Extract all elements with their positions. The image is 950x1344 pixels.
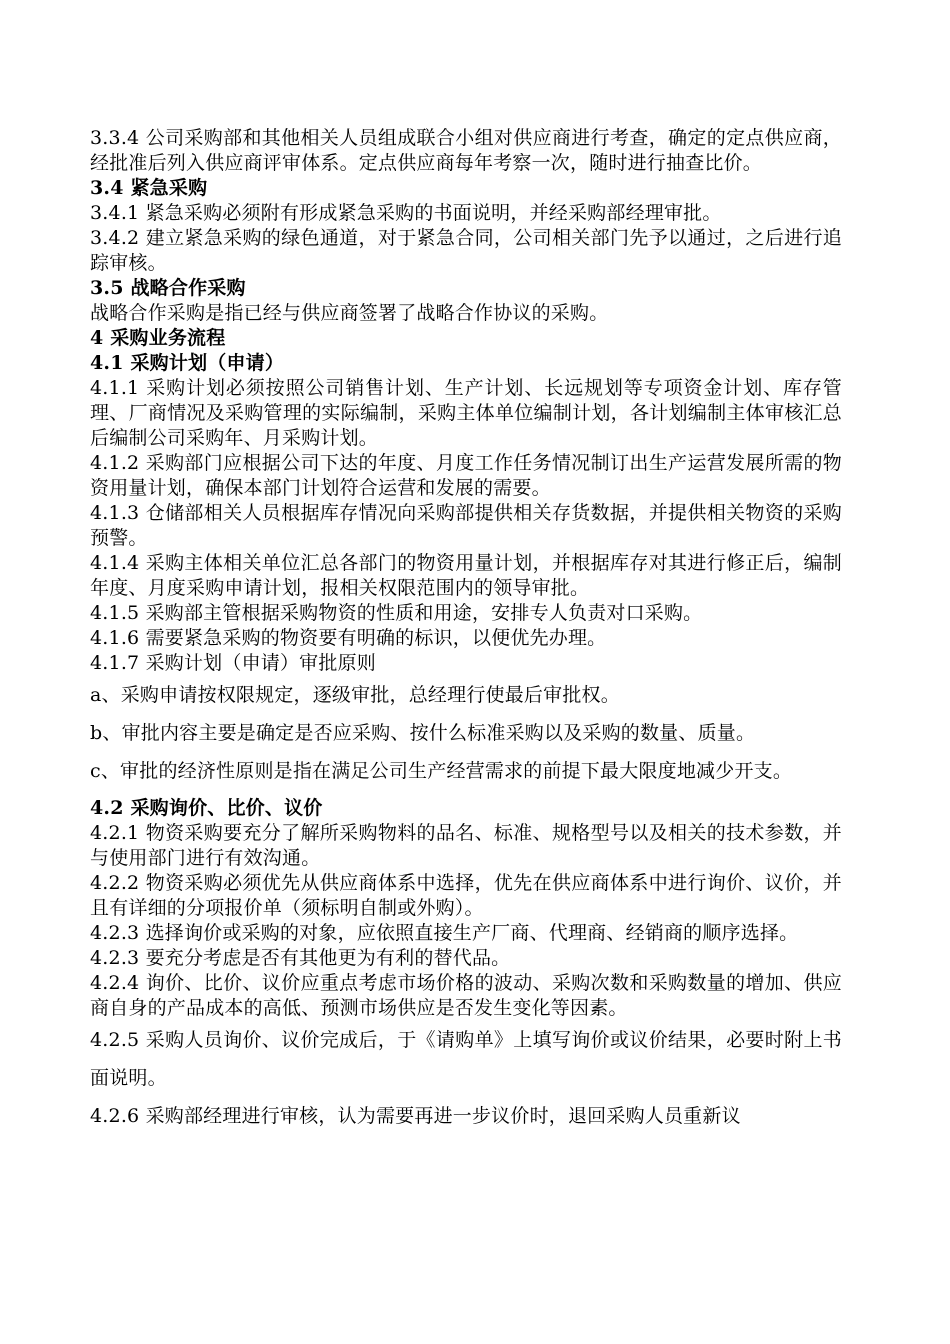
clause-4-2-5: 4.2.5 采购人员询价、议价完成后，于《请购单》上填写询价或议价结果，必要时附上书面说明。 bbox=[90, 1029, 842, 1089]
clause-4-1-6: 4.1.6 需要紧急采购的物资要有明确的标识，以便优先办理。 bbox=[90, 627, 607, 649]
clause-4-2-3-b: 4.2.3 要充分考虑是否有其他更为有利的替代品。 bbox=[90, 947, 511, 969]
clause-3-4-2: 3.4.2 建立紧急采购的绿色通道，对于紧急合同，公司相关部门先予以通过，之后进行追踪审核。 bbox=[90, 227, 842, 274]
clause-4-2-6: 4.2.6 采购部经理进行审核，认为需要再进一步议价时，退回采购人员重新议 bbox=[90, 1105, 741, 1127]
clause-4-2-1: 4.2.1 物资采购要充分了解所采购物料的品名、标准、规格型号以及相关的技术参数，并与使用部门进行有效沟通。 bbox=[90, 822, 842, 869]
clause-4-1-7: 4.1.7 采购计划（申请）审批原则 bbox=[90, 652, 376, 674]
clause-3-5: 战略合作采购是指已经与供应商签署了战略合作协议的采购。 bbox=[90, 302, 609, 324]
clause-4-2-3-a: 4.2.3 选择询价或采购的对象，应依照直接生产厂商、代理商、经销商的顺序选择。 bbox=[90, 922, 799, 944]
document-body bbox=[90, 126, 842, 1135]
section-heading-3-5: 3.5 战略合作采购 bbox=[90, 277, 246, 299]
clause-4-1-3: 4.1.3 仓储部相关人员根据库存情况向采购部提供相关存货数据，并提供相关物资的采购预警。 bbox=[90, 502, 842, 549]
principle-c: c、审批的经济性原则是指在满足公司生产经营需求的前提下最大限度地减少开支。 bbox=[90, 760, 793, 782]
clause-4-1-4: 4.1.4 采购主体相关单位汇总各部门的物资用量计划，并根据库存对其进行修正后，编制年度、月度采购申请计划，报相关权限范围内的领导审批。 bbox=[90, 552, 842, 599]
clause-3-4-1: 3.4.1 紧急采购必须附有形成紧急采购的书面说明，并经采购部经理审批。 bbox=[90, 202, 722, 224]
section-heading-3-4: 3.4 紧急采购 bbox=[90, 177, 208, 199]
principle-a: a、采购申请按权限规定，逐级审批，总经理行使最后审批权。 bbox=[90, 684, 620, 706]
chapter-heading-4: 4 采购业务流程 bbox=[90, 327, 226, 349]
section-heading-4-2: 4.2 采购询价、比价、议价 bbox=[90, 797, 323, 819]
clause-4-1-5: 4.1.5 采购部主管根据采购物资的性质和用途，安排专人负责对口采购。 bbox=[90, 602, 703, 624]
clause-4-2-2: 4.2.2 物资采购必须优先从供应商体系中选择，优先在供应商体系中进行询价、议价，并且有详细的分项报价单（须标明自制或外购）。 bbox=[90, 872, 842, 919]
principle-b: b、审批内容主要是确定是否应采购、按什么标准采购以及采购的数量、质量。 bbox=[90, 722, 756, 744]
section-heading-4-1: 4.1 采购计划（申请） bbox=[90, 352, 285, 374]
clause-3-3-4: 3.3.4 公司采购部和其他相关人员组成联合小组对供应商进行考查，确定的定点供应商，经批准后列入供应商评审体系。定点供应商每年考察一次，随时进行抽查比价。 bbox=[90, 127, 842, 174]
clause-4-1-2: 4.1.2 采购部门应根据公司下达的年度、月度工作任务情况制订出生产运营发展所需的物资用量计划，确保本部门计划符合运营和发展的需要。 bbox=[90, 452, 842, 499]
clause-4-2-4: 4.2.4 询价、比价、议价应重点考虑市场价格的波动、采购次数和采购数量的增加、供应商自身的产品成本的高低、预测市场供应是否发生变化等因素。 bbox=[90, 972, 842, 1019]
clause-4-1-1: 4.1.1 采购计划必须按照公司销售计划、生产计划、长远规划等专项资金计划、库存管理、厂商情况及采购管理的实际编制，采购主体单位编制计划，各计划编制主体审核汇总后编制公司采购年、月采购计划。 bbox=[90, 377, 842, 449]
